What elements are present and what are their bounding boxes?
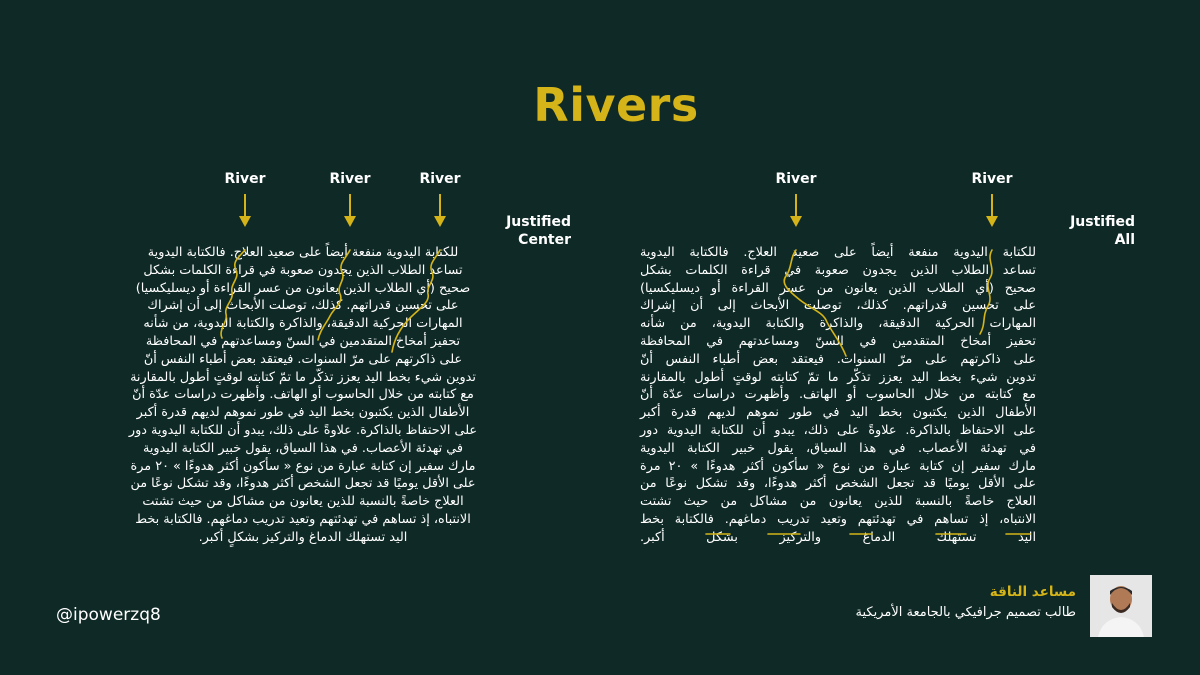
paragraph-line: الأطفال الذين يكتبون بخط اليد في طور نموهم لديهم قدرة أكبر xyxy=(136,405,470,421)
mode-label-line: Justified xyxy=(1070,214,1135,230)
paragraph-line: صحيح (أي الطلاب الذين يعانون من عسر القراءة أو ديسليكسيا) xyxy=(640,280,1036,296)
paragraph-line: تحفيز أمخاخ المتقدمين في السنّ ومساعدتهم في المحافظة xyxy=(640,333,1036,349)
paragraph-line: تحفيز أمخاخ المتقدمين في السنّ ومساعدتهم في المحافظة xyxy=(145,333,461,349)
paragraph-line: تساعد الطلاب الذين يجدون صعوبة في قراءة الكلمات بشكل xyxy=(640,262,1036,278)
paragraph-line: مارك سفير إن كتابة عبارة من نوع « سأكون أكثر هدوءًا » ٢٠ مرة xyxy=(640,458,1036,474)
arrow-down-icon xyxy=(343,194,357,228)
paragraph-justified-all xyxy=(640,244,1036,547)
paragraph-line: على الاحتفاظ بالذاكرة. علاوةً على ذلك، يبدو أن للكتابة اليدوية دور xyxy=(128,422,478,438)
paragraph-line: للكتابة اليدوية منفعة أيضاً على صعيد العلاج. فالكتابة اليدوية xyxy=(147,245,459,260)
paragraph-line: على ذاكرتهم على مرّ السنوات. فيعتقد بعض أطباء النفس أنّ xyxy=(640,351,1036,367)
mode-label-line: Center xyxy=(518,232,571,248)
paragraph-line: الأطفال الذين يكتبون بخط اليد في طور نموهم لديهم قدرة أكبر xyxy=(640,405,1036,421)
river-label: River xyxy=(329,171,371,187)
arrow-down-icon xyxy=(985,194,999,228)
social-handle: @ipowerzq8 xyxy=(56,605,161,625)
paragraph-line: المهارات الحركية الدقيقة، والذاكرة والكتابة اليدوية، من شأنه xyxy=(640,316,1036,332)
arrow-down-icon xyxy=(238,194,252,228)
river-label: River xyxy=(971,171,1013,187)
paragraph-line: العلاج خاصةً بالنسبة للذين يعانون من مشاكل من حيث تشتت xyxy=(640,494,1036,510)
paragraph-line: مع كتابته من خلال الحاسوب أو الهاتف. وأظهرت دراسات عدّة أنّ xyxy=(132,387,474,403)
avatar xyxy=(1090,575,1152,637)
paragraph-line: تدوين شيء بخط اليد يعزز تذكّر ما تمّ كتابته لوقتٍ أطول بالمقارنة xyxy=(640,369,1036,385)
paragraph-line: تساعد الطلاب الذين يجدون صعوبة في قراءة الكلمات بشكل xyxy=(143,262,463,278)
paragraph-line: على تحسين قدراتهم. كذلك، توصلت الأبحاث إلى أن إشراك xyxy=(640,298,1036,314)
river-label: River xyxy=(224,171,266,187)
avatar-person-icon xyxy=(1090,575,1152,637)
paragraph-line: على تحسين قدراتهم. كذلك، توصلت الأبحاث إلى أن إشراك xyxy=(147,298,459,314)
river-label: River xyxy=(419,171,461,187)
mode-label-line: All xyxy=(1114,232,1135,248)
paragraph-line: اليد تستهلك الدماغ والتركيز بشكلٍ أكبر. xyxy=(198,529,408,545)
paragraph-line: المهارات الحركية الدقيقة، والذاكرة والكتابة اليدوية، من شأنه xyxy=(143,316,463,332)
paragraph-line: مع كتابته من خلال الحاسوب أو الهاتف. وأظهرت دراسات عدّة أنّ xyxy=(640,387,1036,403)
paragraph-line: تدوين شيء بخط اليد يعزز تذكّر ما تمّ كتابته لوقتٍ أطول بالمقارنة xyxy=(130,369,476,385)
paragraph-line: اليد تستهلك الدماغ والتركيز بشكل أكبر. xyxy=(640,529,1036,545)
mode-label-all xyxy=(1024,213,1135,249)
mode-label-line: Justified xyxy=(506,214,571,230)
paragraph-line: العلاج خاصةً بالنسبة للذين يعانون من مشاكل من حيث تشتت xyxy=(142,494,464,510)
river-label: River xyxy=(775,171,817,187)
arrow-down-icon xyxy=(433,194,447,228)
paragraph-line: على الاحتفاظ بالذاكرة. علاوةً على ذلك، يبدو أن للكتابة اليدوية دور xyxy=(640,422,1036,438)
paragraph-line: صحيح (أي الطلاب الذين يعانون من عسر القراءة أو ديسليكسيا) xyxy=(135,280,471,296)
page-title: Rivers xyxy=(533,78,699,132)
paragraph-line: على الأقل يوميًا قد تجعل الشخص أكثر هدوءًا، وقد تشكل نوعًا من xyxy=(640,476,1036,492)
paragraph-line: في تهدئة الأعصاب. في هذا السياق، يقول خبير الكتابة اليدوية xyxy=(640,440,1036,456)
paragraph-line: في تهدئة الأعصاب. في هذا السياق، يقول خبير الكتابة اليدوية xyxy=(142,440,464,456)
author-role: طالب تصميم جرافيكي بالجامعة الأمريكية xyxy=(855,605,1076,620)
paragraph-line: على الأقل يوميًا قد تجعل الشخص أكثر هدوءًا، وقد تشكل نوعًا من xyxy=(130,476,476,492)
paragraph-justified-center xyxy=(105,244,501,547)
arrow-down-icon xyxy=(789,194,803,228)
author-name: مساعد الناقة xyxy=(989,584,1076,600)
paragraph-line: للكتابة اليدوية منفعة أيضاً على صعيد العلاج. فالكتابة اليدوية xyxy=(640,245,1036,260)
paragraph-line: مارك سفير إن كتابة عبارة من نوع « سأكون أكثر هدوءًا » ٢٠ مرة xyxy=(130,458,476,474)
paragraph-line: على ذاكرتهم على مرّ السنوات. فيعتقد بعض أطباء النفس أنّ xyxy=(143,351,463,367)
paragraph-line: الانتباه، إذ تساهم في تهدئتهم وتعيد تدريب دماغهم. فالكتابة بخط xyxy=(640,511,1036,527)
paragraph-line: الانتباه، إذ تساهم في تهدئتهم وتعيد تدريب دماغهم. فالكتابة بخط xyxy=(135,511,471,527)
